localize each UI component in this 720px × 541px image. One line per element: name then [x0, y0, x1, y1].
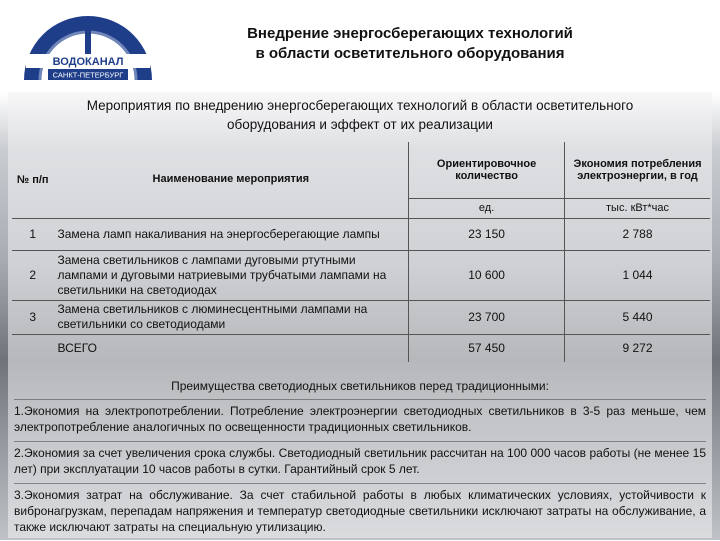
- row-qty: 10 600: [409, 250, 565, 300]
- benefit-item-1: 1.Экономия на электропотреблении. Потребление электроэнергии светодиодных светильников в 3-5 раз меньше, чем электропотребление аналогичных по освещенности традиционных светильников.: [14, 399, 706, 435]
- table-row: [12, 300, 710, 334]
- row-name: Замена светильников с люминесцентными лампами на светильники со светодиодами: [54, 300, 409, 334]
- measures-table: [12, 142, 710, 362]
- logo-subtext: САНКТ-ПЕТЕРБУРГ: [52, 70, 124, 80]
- row-economy: 5 440: [565, 300, 710, 334]
- total-row: [12, 334, 710, 362]
- header-qty: Ориентировочное количество: [409, 142, 565, 198]
- header: [0, 0, 720, 92]
- row-qty: 23 700: [409, 300, 565, 334]
- vodokanal-logo: [18, 10, 158, 86]
- row-name: Замена ламп накаливания на энергосберегающие лампы: [54, 218, 409, 250]
- row-num: 2: [12, 250, 54, 300]
- header-name: Наименование мероприятия: [152, 173, 310, 186]
- total-economy: 9 272: [565, 334, 710, 362]
- row-num: 1: [12, 218, 54, 250]
- table-subtitle: [20, 96, 700, 134]
- benefit-item-2: 2.Экономия за счет увеличения срока службы. Светодиодный светильник рассчитан на 100 000 часов работы (не менее 15 лет) при эксплуатации 10 часов работы в сутки. Гарантийный срок 5 лет.: [14, 441, 706, 477]
- row-economy: 1 044: [565, 250, 710, 300]
- total-qty: 57 450: [409, 334, 565, 362]
- page-title: [170, 24, 650, 64]
- row-num: 3: [12, 300, 54, 334]
- total-label: ВСЕГО: [54, 334, 409, 362]
- unit-economy: тыс. кВт*час: [565, 198, 710, 218]
- benefits-title: Преимущества светодиодных светильников перед традиционными:: [171, 379, 549, 393]
- subtitle-line-1: Мероприятия по внедрению энергосберегающих технологий в области осветительного: [86, 98, 634, 113]
- benefit-item-3: 3.Экономия затрат на обслуживание. За счет стабильной работы в любых климатических условиях, устойчивости к вибронагрузкам, перепадам напряжения и температур светодиодные светильники исключают затраты на обслуживание, а также исключают затраты на специальную утилизацию.: [14, 483, 706, 535]
- row-economy: 2 788: [565, 218, 710, 250]
- unit-qty: ед.: [409, 198, 565, 218]
- subtitle-line-2: оборудования и эффект от их реализации: [227, 117, 493, 132]
- title-line-1: Внедрение энергосберегающих технологий: [247, 25, 573, 42]
- row-qty: 23 150: [409, 218, 565, 250]
- table-row: [12, 218, 710, 250]
- table-row: [12, 250, 710, 300]
- logo-text: ВОДОКАНАЛ: [52, 56, 124, 68]
- row-name: Замена светильников с лампами дуговыми ртутными лампами и дуговыми натриевыми трубчатыми лампами на светильники на светодиодах: [54, 250, 409, 300]
- benefits-section: [14, 378, 706, 541]
- header-num: № п/п: [16, 173, 49, 186]
- header-economy: Экономия потребления электроэнергии, в год: [565, 142, 710, 198]
- title-line-2: в области осветительного оборудования: [255, 45, 565, 62]
